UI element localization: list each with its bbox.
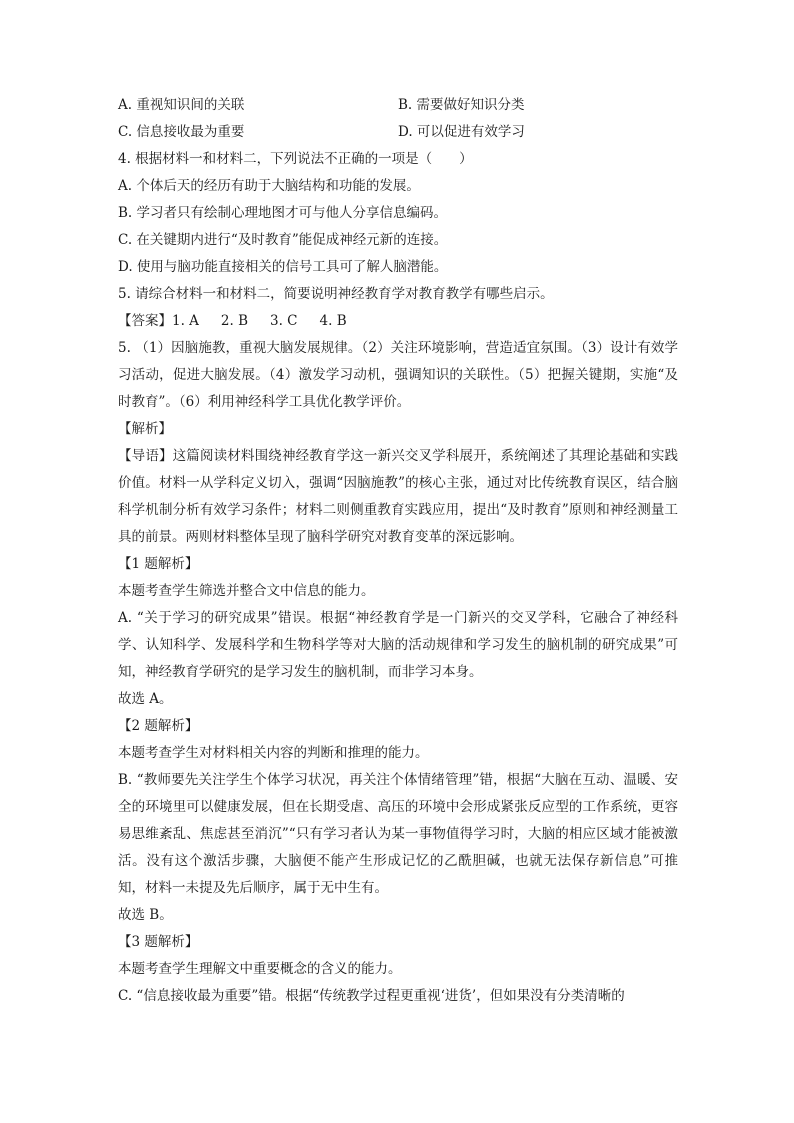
q2-analysis-desc: 本题考查学生对材料相关内容的判断和推理的能力。 [118, 745, 429, 761]
q2-analysis-body: B. “教师要先关注学生个体学习状况，再关注个体情绪管理”错，根据“大脑在互动、温暖、安全的环境里可以健康发展，但在长期受虐、高压的环境中会形成紧张反应型的工作系统，更容易思维紊乱、焦虑甚至消沉”“只有学习者认为某一事物值得学习时，大脑的相应区域才能被激活。没有这个激活步骤，大脑便不能产生形成记忆的乙酰胆碱，也就无法保存新信息”可推知，材料一未提及先后顺序，属于无中生有。 [118, 772, 678, 896]
option-b: B. 需要做好知识分类 [398, 97, 525, 113]
answer-item: 1. A [172, 313, 199, 329]
answer-key [118, 308, 678, 335]
option-c: C. 信息接收最为重要 [118, 124, 245, 140]
question-4-option-c: C. 在关键期内进行“及时教育”能促成神经元新的连接。 [118, 232, 448, 248]
answer-q5: 5. （1）因脑施教，重视大脑发展规律。（2）关注环境影响，营造适宜氛围。（3）设计有效学习活动，促进大脑发展。（4）激发学习动机，强调知识的关联性。（5）把握关键期，实施“及时教育”。（6）利用神经科学工具优化教学评价。 [118, 340, 678, 410]
answer-item: 4. B [319, 313, 347, 329]
analysis-label: 【解析】 [118, 421, 172, 437]
question-4-stem: 4. 根据材料一和材料二，下列说法不正确的一项是（ ） [118, 151, 473, 167]
question-5-stem: 5. 请综合材料一和材料二，简要说明神经教育学对教育教学有哪些启示。 [118, 286, 554, 302]
q3-analysis-label: 【3 题解析】 [118, 934, 199, 950]
question-4-option-d: D. 使用与脑功能直接相关的信号工具可了解人脑潜能。 [118, 259, 448, 275]
question-4-option-a: A. 个体后天的经历有助于大脑结构和功能的发展。 [118, 178, 420, 194]
q1-analysis-label: 【1 题解析】 [118, 556, 199, 572]
option-d: D. 可以促进有效学习 [398, 124, 525, 140]
q1-analysis-desc: 本题考查学生筛选并整合文中信息的能力。 [118, 583, 375, 599]
q3-analysis-desc: 本题考查学生理解文中重要概念的含义的能力。 [118, 961, 402, 977]
document-page [118, 92, 678, 1010]
answer-item: 2. B [220, 313, 249, 329]
option-a: A. 重视知识间的关联 [118, 97, 245, 113]
question-4-option-b: B. 学习者只有绘制心理地图才可与他人分享信息编码。 [118, 205, 448, 221]
q3-analysis-body: C. “信息接收最为重要”错。根据“传统教学过程更重视‘进货’，但如果没有分类清晰的 [118, 988, 625, 1004]
answer-item: 3. C [270, 313, 298, 329]
analysis-intro: 【导语】这篇阅读材料围绕神经教育学这一新兴交叉学科展开，系统阐述了其理论基础和实践价值。材料一从学科定义切入，强调“因脑施教”的核心主张，通过对比传统教育误区，结合脑科学机制分析有效学习条件；材料二则侧重教育实践应用，提出“及时教育”原则和神经测量工具的前景。两则材料整体呈现了脑科学研究对教育变革的深远影响。 [118, 448, 678, 545]
option-row [118, 92, 678, 119]
q1-analysis-body: A. “关于学习的研究成果”错误。根据“神经教育学是一门新兴的交叉学科，它融合了神经科学、认知科学、发展科学和生物科学等对大脑的活动规律和学习发生的脑机制的研究成果”可知，神经教育学研究的是学习发生的脑机制，而非学习本身。 [118, 610, 678, 680]
q2-conclusion: 故选 B。 [118, 907, 173, 923]
q2-analysis-label: 【2 题解析】 [118, 718, 199, 734]
q1-conclusion: 故选 A。 [118, 691, 173, 707]
answer-label: 【答案】 [118, 313, 172, 329]
option-row [118, 119, 678, 146]
